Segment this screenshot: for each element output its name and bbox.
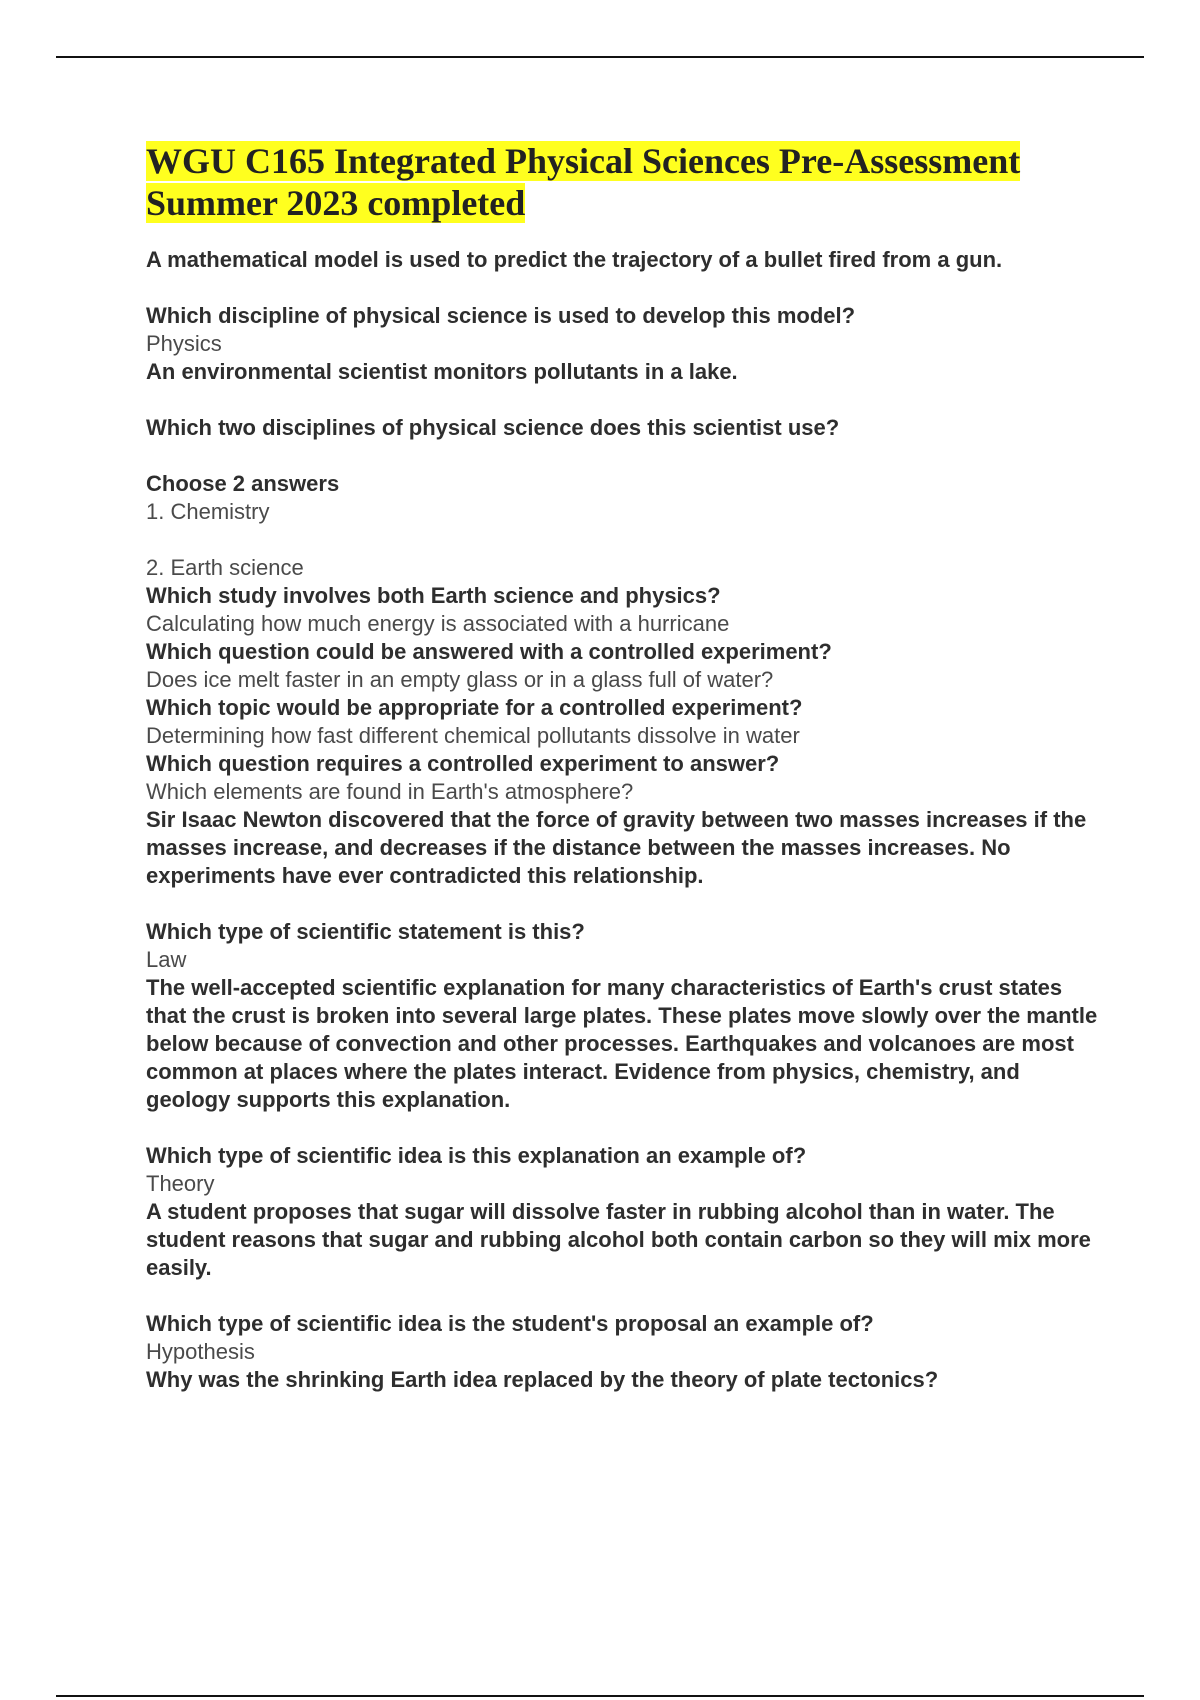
- spacer: [146, 274, 1106, 302]
- question-text: An environmental scientist monitors pollutants in a lake.: [146, 359, 738, 384]
- spacer: [146, 526, 1106, 554]
- answer-text: 1. Chemistry: [146, 499, 270, 524]
- question-text: A student proposes that sugar will dissolve faster in rubbing alcohol than in water. The student reasons that sugar and rubbing alcohol both contain carbon so they will mix more easily.: [146, 1199, 1091, 1280]
- question-text: Which question requires a controlled experiment to answer?: [146, 751, 780, 776]
- spacer: [146, 386, 1106, 414]
- question-text: Which type of scientific idea is this explanation an example of?: [146, 1143, 807, 1168]
- answer-text: Determining how fast different chemical pollutants dissolve in water: [146, 723, 800, 748]
- bottom-divider: [56, 1695, 1144, 1697]
- answer-text: 2. Earth science: [146, 555, 304, 580]
- answer-text: Hypothesis: [146, 1339, 255, 1364]
- question-text: The well-accepted scientific explanation for many characteristics of Earth's crust states that the crust is broken into several large plates. These plates move slowly over the mantle below because of convection and other processes. Earthquakes and volcanoes are most common at places where the plates interact. Evidence from physics, chemistry, and geology supports this explanation.: [146, 975, 1098, 1112]
- question-text: Which type of scientific idea is the student's proposal an example of?: [146, 1311, 874, 1336]
- spacer: [146, 442, 1106, 470]
- title-highlight: WGU C165 Integrated Physical Sciences Pre-Assessment Summer 2023 completed: [146, 141, 1021, 223]
- question-text: Which question could be answered with a controlled experiment?: [146, 639, 832, 664]
- question-text: Why was the shrinking Earth idea replaced by the theory of plate tectonics?: [146, 1367, 939, 1392]
- question-text: Which discipline of physical science is used to develop this model?: [146, 303, 856, 328]
- spacer: [146, 1282, 1106, 1310]
- top-divider: [56, 56, 1144, 58]
- answer-text: Law: [146, 947, 187, 972]
- question-text: A mathematical model is used to predict the trajectory of a bullet fired from a gun.: [146, 247, 1003, 272]
- spacer: [146, 890, 1106, 918]
- answer-text: Physics: [146, 331, 222, 356]
- qa-list: [146, 246, 1106, 1394]
- question-text: Choose 2 answers: [146, 471, 340, 496]
- document-body: [146, 140, 1106, 1394]
- answer-text: Theory: [146, 1171, 215, 1196]
- answer-text: Calculating how much energy is associated with a hurricane: [146, 611, 730, 636]
- question-text: Which topic would be appropriate for a controlled experiment?: [146, 695, 803, 720]
- question-text: Which type of scientific statement is this?: [146, 919, 585, 944]
- question-text: Sir Isaac Newton discovered that the force of gravity between two masses increases if the masses increase, and decreases if the distance between the masses increases. No experiments have ever contradicted this relationship.: [146, 807, 1087, 888]
- question-text: Which study involves both Earth science and physics?: [146, 583, 721, 608]
- spacer: [146, 1114, 1106, 1142]
- document-title: [146, 140, 1106, 224]
- answer-text: Does ice melt faster in an empty glass or in a glass full of water?: [146, 667, 774, 692]
- question-text: Which two disciplines of physical science does this scientist use?: [146, 415, 840, 440]
- answer-text: Which elements are found in Earth's atmosphere?: [146, 779, 634, 804]
